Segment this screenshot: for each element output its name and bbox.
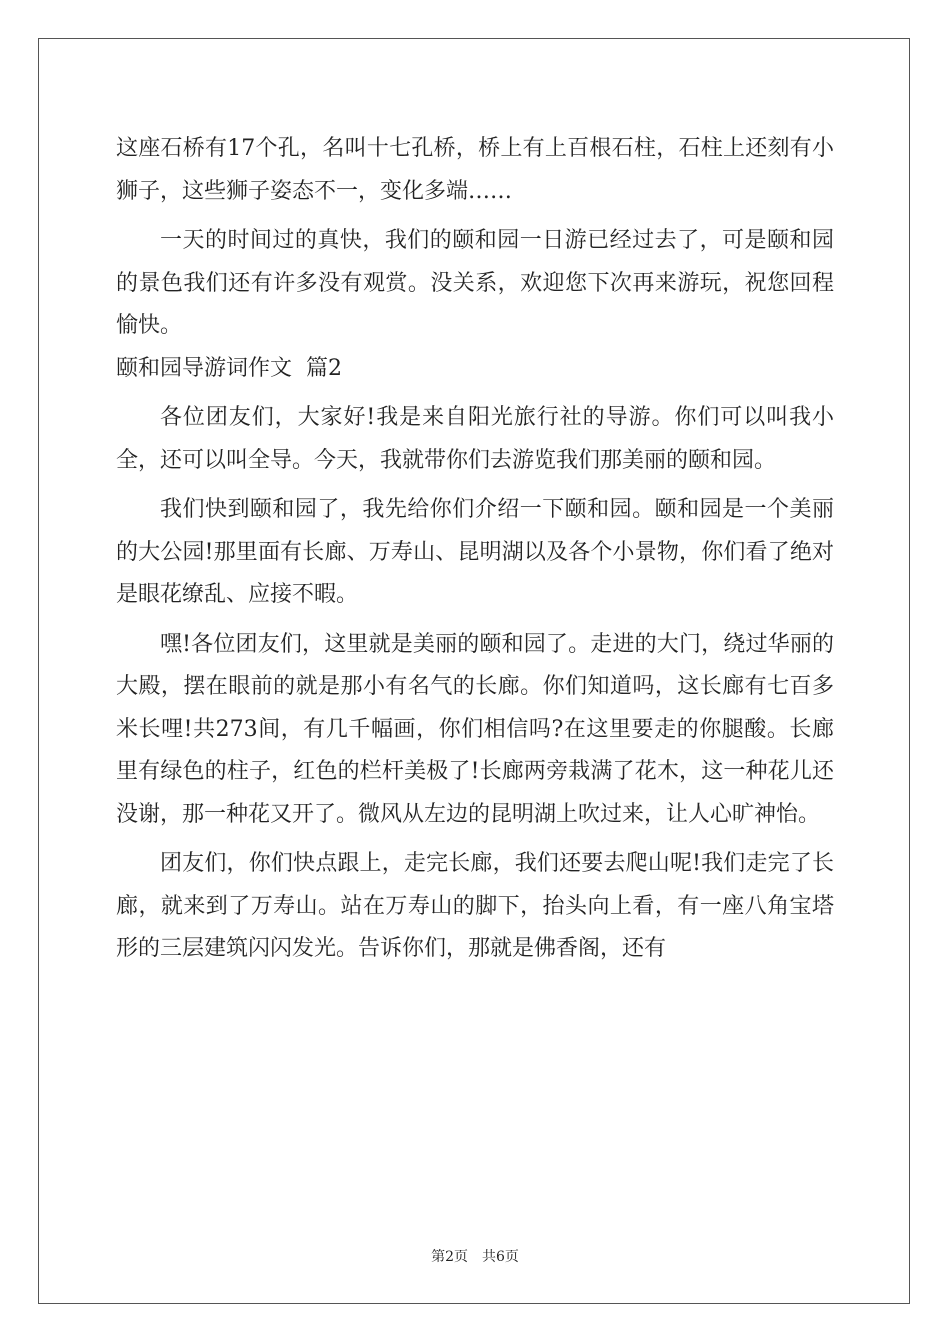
paragraph: 各位团友们，大家好!我是来自阳光旅行社的导游。你们可以叫我小全，还可以叫全导。今天，我就带你们去游览我们那美丽的颐和园。	[116, 405, 834, 473]
paragraph: 我们快到颐和园了，我先给你们介绍一下颐和园。颐和园是一个美丽的大公园!那里面有长廊、万寿山、昆明湖以及各个小景物，你们看了绝对是眼花缭乱、应接不暇。	[116, 497, 834, 607]
page-footer	[0, 1246, 950, 1266]
paragraph: 团友们，你们快点跟上，走完长廊，我们还要去爬山呢!我们走完了长廊，就来到了万寿山。站在万寿山的脚下，抬头向上看，有一座八角宝塔形的三层建筑闪闪发光。告诉你们，那就是佛香阁，还有	[116, 851, 834, 961]
document-body	[116, 128, 834, 971]
page-total: 共6页	[482, 1249, 519, 1265]
paragraph: 嘿!各位团友们，这里就是美丽的颐和园了。走进的大门，绕过华丽的大殿，摆在眼前的就是那小有名气的长廊。你们知道吗，这长廊有七百多米长哩!共273间，有几千幅画，你们相信吗?在这里要走的你腿酸。长廊里有绿色的柱子，红色的栏杆美极了!长廊两旁栽满了花木，这一种花儿还没谢，那一种花又开了。微风从左边的昆明湖上吹过来，让人心旷神怡。	[116, 631, 834, 827]
paragraph: 一天的时间过的真快，我们的颐和园一日游已经过去了，可是颐和园的景色我们还有许多没有观赏。没关系，欢迎您下次再来游玩，祝您回程愉快。	[116, 228, 834, 338]
page-number: 第2页	[431, 1249, 468, 1265]
section-heading: 颐和园导游词作文 篇2	[116, 355, 342, 381]
paragraph: 这座石桥有17个孔，名叫十七孔桥，桥上有上百根石柱，石柱上还刻有小狮子，这些狮子姿态不一，变化多端……	[116, 136, 834, 204]
